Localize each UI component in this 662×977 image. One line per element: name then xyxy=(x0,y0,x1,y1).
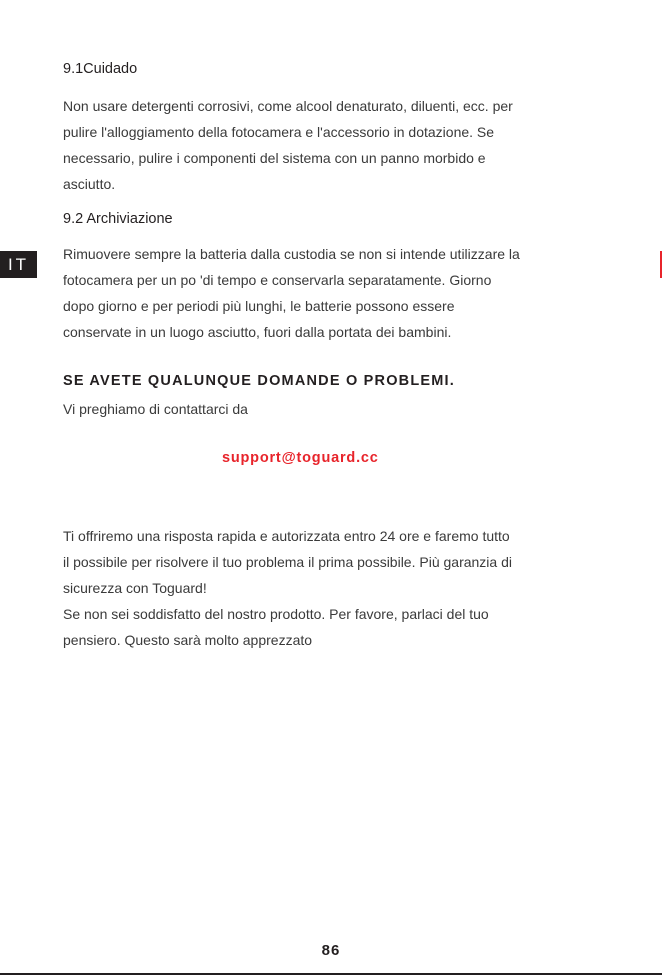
contact-heading: SE AVETE QUALUNQUE DOMANDE O PROBLEMI. xyxy=(63,373,456,389)
language-tab: IT xyxy=(0,251,37,278)
storage-heading: 9.2 Archiviazione xyxy=(63,211,173,227)
contact-intro: Vi preghiamo di contattarci da xyxy=(63,401,248,417)
contact-closing-paragraph: Ti offriremo una risposta rapida e autorizzata entro 24 ore e faremo tutto il possibile per risolvere il tuo problema il prima possibile. Più garanzia di sicurezza con Toguard! Se non sei soddisfatto del nostro prodotto. Per favore, parlaci del tuo pensiero. Questo sarà molto apprezzato xyxy=(63,528,512,648)
page-number: 86 xyxy=(321,942,341,959)
bottom-rule xyxy=(0,973,662,975)
support-email-link[interactable]: support@toguard.cc xyxy=(222,450,379,466)
care-heading: 9.1Cuidado xyxy=(63,61,138,77)
storage-paragraph: Rimuovere sempre la batteria dalla custodia se non si intende utilizzare la fotocamera per un po 'di tempo e conservarla separatamente. Giorno dopo giorno e per periodi più lunghi, le batterie possono essere conservate in un luogo asciutto, fuori dalla portata dei bambini. xyxy=(63,246,520,340)
care-paragraph: Non usare detergenti corrosivi, come alcool denaturato, diluenti, ecc. per pulire l'alloggiamento della fotocamera e l'accessorio in dotazione. Se necessario, pulire i componenti del sistema con un panno morbido e asciutto. xyxy=(63,98,513,192)
